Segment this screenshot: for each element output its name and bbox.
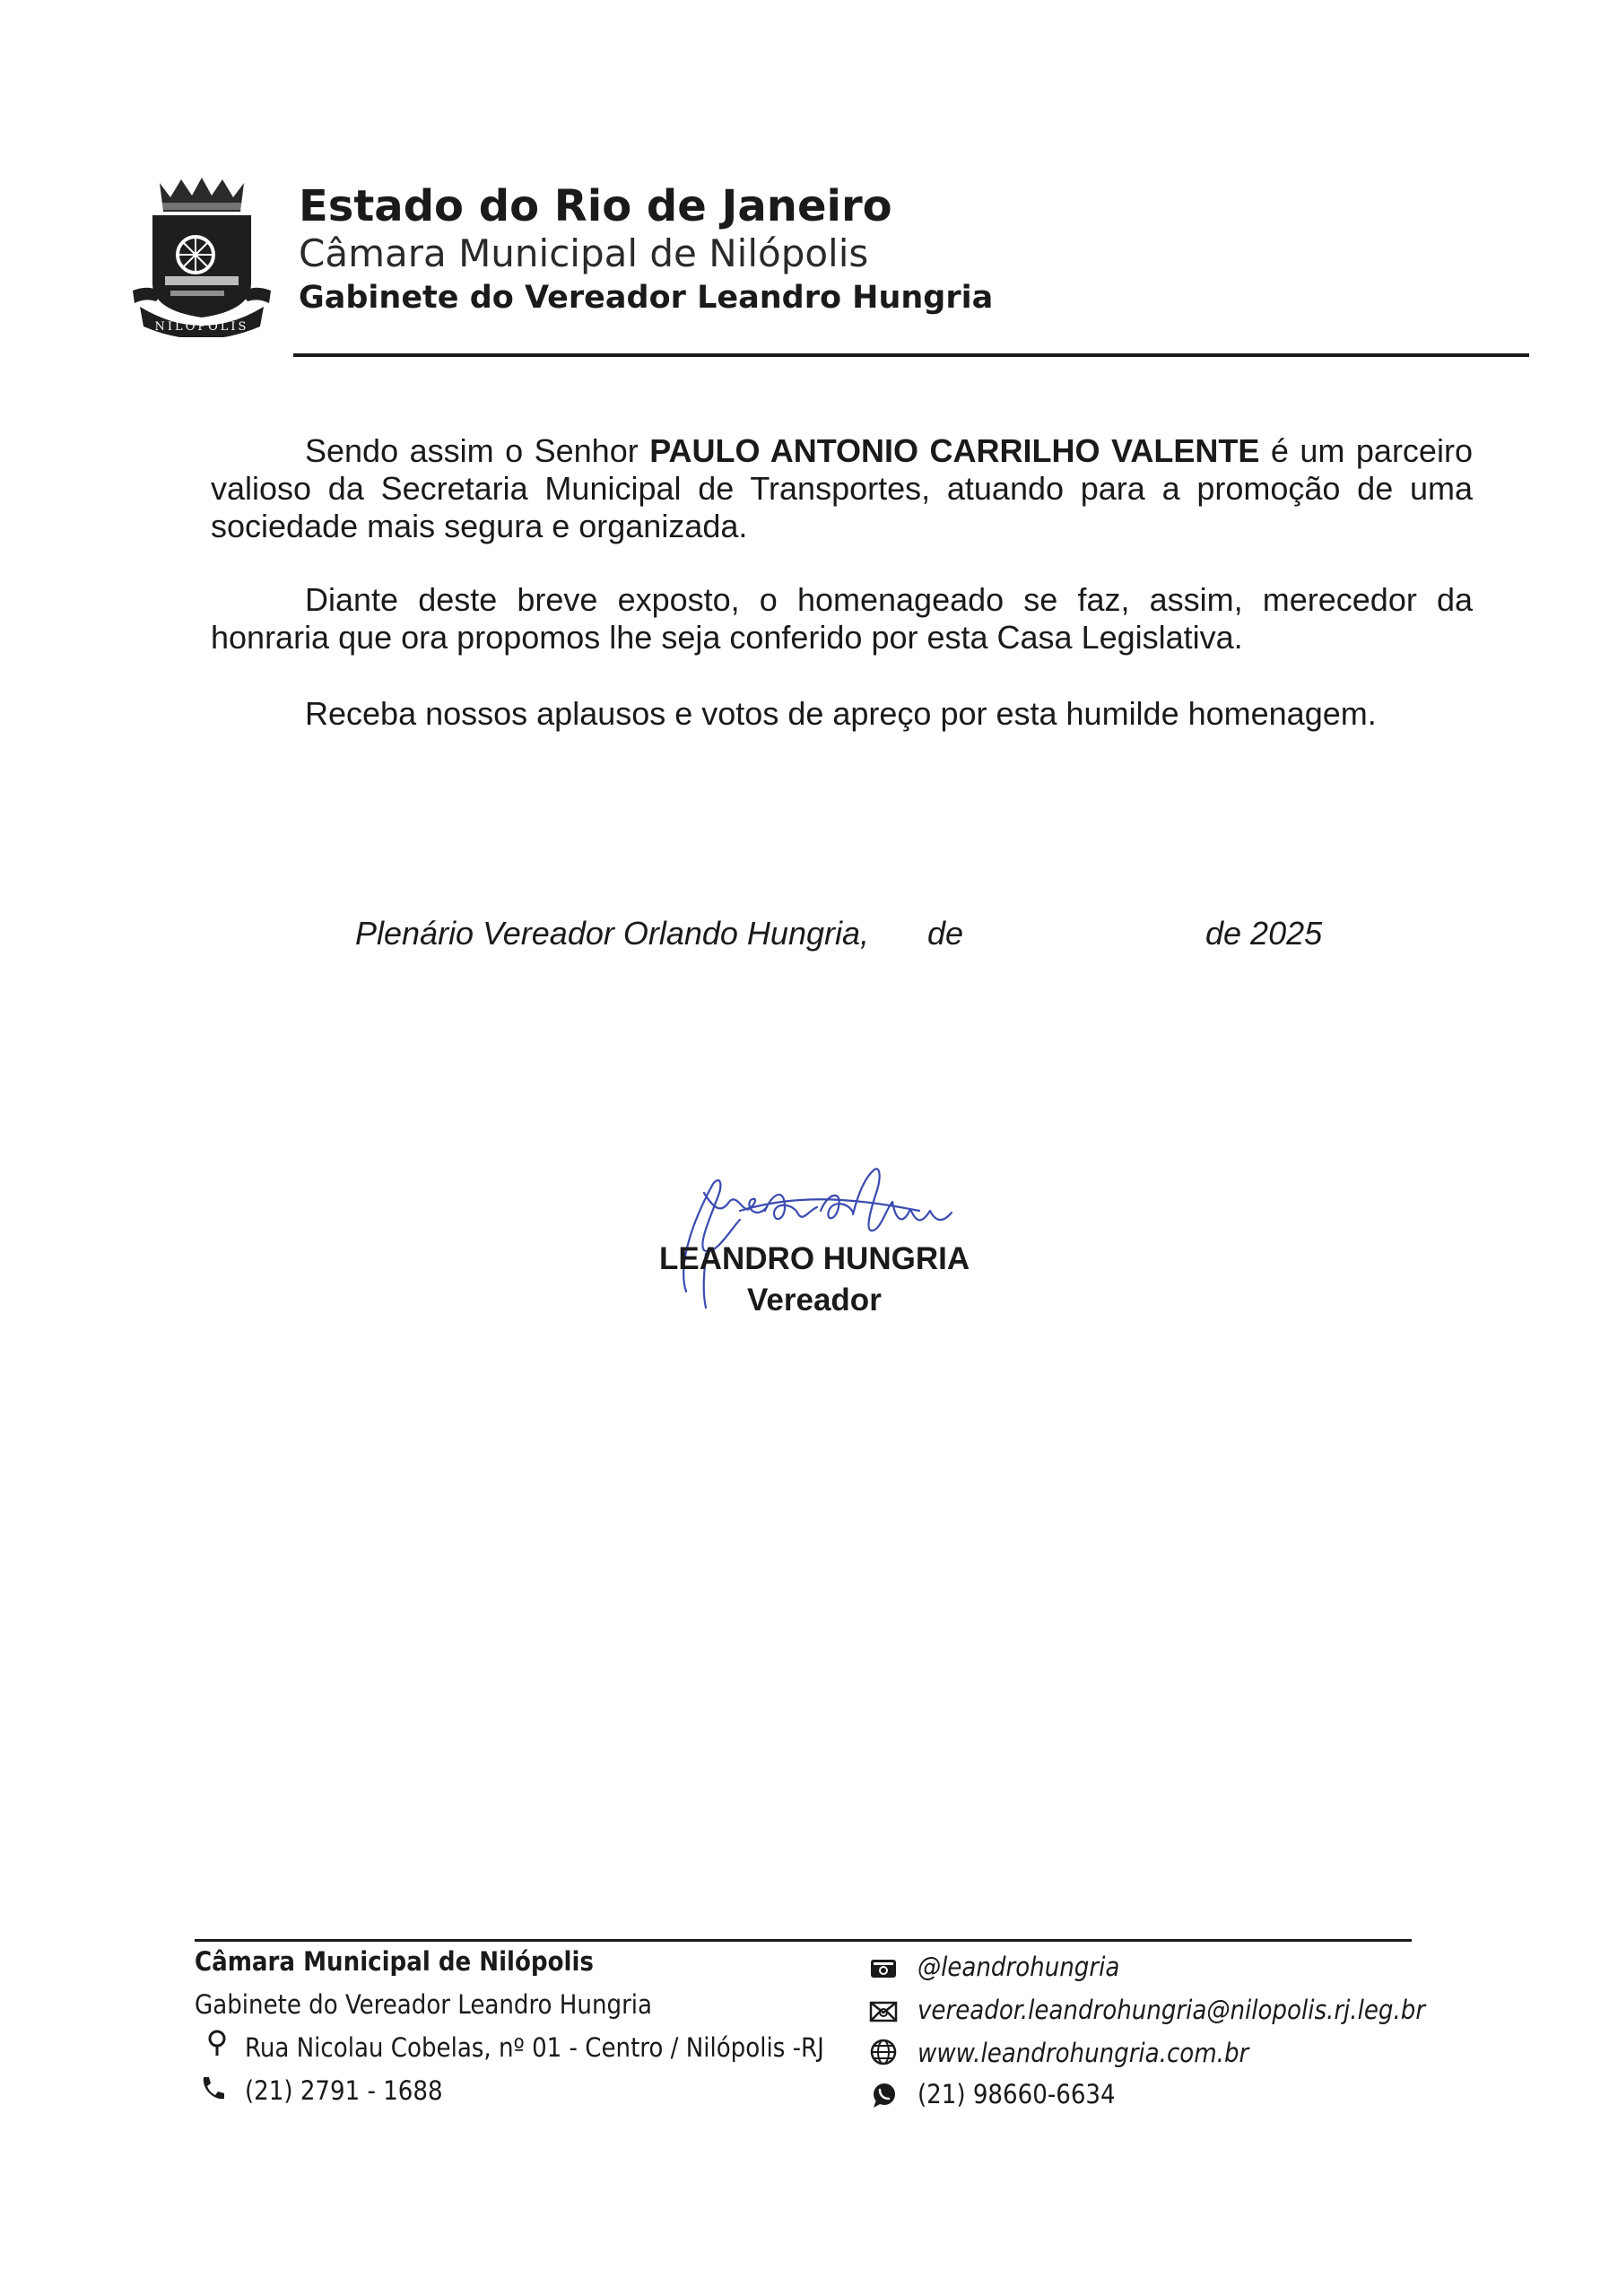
paragraph-2: Diante deste breve exposto, o homenageado se faz, assim, merecedor da honraria que ora propomos lhe seja conferido por esta Casa Legislativa. bbox=[211, 581, 1473, 656]
date-year: de 2025 bbox=[1205, 915, 1323, 952]
globe-icon bbox=[869, 2038, 898, 2066]
location-pin-icon bbox=[203, 2029, 231, 2057]
footer-instagram: @leandrohungria bbox=[918, 1952, 1120, 1982]
footer-website: www.leandrohungria.com.br bbox=[918, 2038, 1249, 2068]
paragraph-3: Receba nossos aplausos e votos de apreço por esta humilde homenagem. bbox=[305, 695, 1377, 732]
footer-divider bbox=[195, 1939, 1412, 1942]
email-icon bbox=[869, 1996, 898, 2025]
paragraph-1-intro: Sendo assim o Senhor bbox=[305, 432, 639, 469]
footer-whatsapp: (21) 98660-6634 bbox=[918, 2079, 1116, 2109]
footer-office: Gabinete do Vereador Leandro Hungria bbox=[195, 1989, 653, 2020]
crest-ribbon-text: NILOPOLIS bbox=[154, 320, 249, 334]
municipal-crest-icon bbox=[126, 176, 278, 337]
footer-institution: Câmara Municipal de Nilópolis bbox=[195, 1946, 594, 1977]
place-text: Plenário Vereador Orlando Hungria, bbox=[355, 915, 869, 952]
signatory-role: Vereador bbox=[747, 1283, 882, 1318]
footer-phone: (21) 2791 - 1688 bbox=[245, 2075, 443, 2106]
paragraph-1 bbox=[211, 432, 1473, 545]
header-title: Estado do Rio de Janeiro bbox=[299, 181, 892, 231]
instagram-icon bbox=[869, 1953, 898, 1982]
date-day-connector: de bbox=[927, 915, 964, 952]
footer-email: vereador.leandrohungria@nilopolis.rj.leg.br bbox=[918, 1995, 1426, 2025]
footer-address: Rua Nicolau Cobelas, nº 01 - Centro / Nilópolis -RJ bbox=[245, 2032, 824, 2063]
phone-icon bbox=[198, 2074, 227, 2102]
honoree-name: PAULO ANTONIO CARRILHO VALENTE bbox=[649, 432, 1260, 469]
header-office: Gabinete do Vereador Leandro Hungria bbox=[299, 280, 994, 316]
signatory-name: LEANDRO HUNGRIA bbox=[659, 1241, 970, 1276]
header-divider bbox=[293, 353, 1529, 357]
whatsapp-icon bbox=[869, 2081, 898, 2109]
header-subtitle: Câmara Municipal de Nilópolis bbox=[299, 231, 869, 275]
paragraph-1-rest: é um parceiro valioso da Secretaria Municipal de Transportes, atuando para a promoção de uma sociedade mais segura e organizada. bbox=[211, 432, 1473, 544]
